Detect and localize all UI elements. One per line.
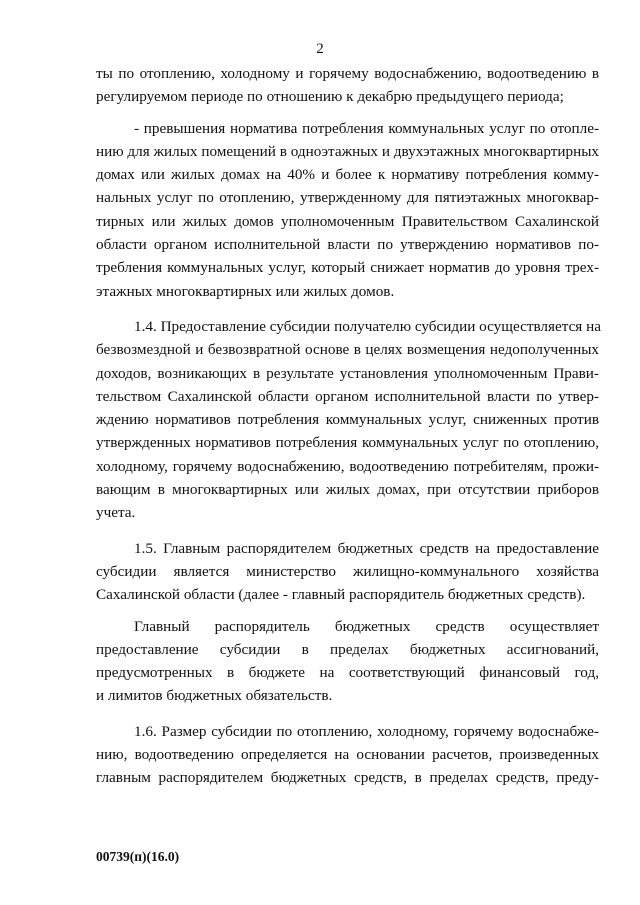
text-line: учета. — [96, 504, 136, 522]
text-line: безвозмездной и безвозвратной основе в целях возмещения недополученных — [96, 341, 599, 359]
text-line: холодному, горячему водоснабжению, водоотведению потребителям, прожи- — [96, 457, 599, 475]
text-line: требления коммунальных услуг, который снижает норматив до уровня трех- — [96, 259, 599, 277]
text-line: 1.4. Предоставление субсидии получателю субсидии осуществляется на — [134, 317, 601, 335]
document-body — [96, 62, 599, 790]
text-line: домах или жилых домах на 40% и более к нормативу потребления комму- — [96, 166, 599, 184]
text-line: тельством Сахалинской области органом исполнительной власти по утвер- — [96, 387, 599, 405]
paragraph — [96, 315, 599, 525]
page-number: 2 — [316, 41, 324, 57]
text-line: - превышения норматива потребления коммунальных услуг по отопле- — [134, 119, 599, 137]
text-line: регулируемом периоде по отношению к декабрю предыдущего периода; — [96, 88, 564, 106]
text-line: вающим в многоквартирных или жилых домах, при отсутствии приборов — [96, 481, 599, 499]
text-line: утвержденных нормативов потребления коммунальных услуг по отоплению, — [96, 434, 599, 452]
text-line: главным распорядителем бюджетных средств, в пределах средств, преду- — [96, 769, 599, 787]
text-line: ждению нормативов потребления коммунальных услуг, сниженных против — [96, 411, 599, 429]
text-line: ты по отоплению, холодному и горячему водоснабжению, водоотведению в — [96, 65, 599, 82]
paragraph — [96, 117, 599, 303]
text-line: нию, водоотведению определяется на основании расчетов, произведенных — [96, 746, 599, 764]
paragraph — [96, 537, 599, 607]
text-line: предоставление субсидии в пределах бюджетных ассигнований, — [96, 640, 599, 658]
text-line: тирных или жилых домов уполномоченным Правительством Сахалинской — [96, 212, 599, 230]
text-line: 1.5. Главным распорядителем бюджетных средств на предоставление — [134, 539, 599, 557]
text-line: нию для жилых помещений в одноэтажных и двухэтажных многоквартирных — [96, 142, 599, 160]
text-line: области органом исполнительной власти по утверждению нормативов по- — [96, 236, 599, 254]
text-line: доходов, возникающих в результате установления уполномоченным Прави- — [96, 364, 599, 382]
text-line: субсидии является министерство жилищно-коммунального хозяйства — [96, 562, 599, 580]
paragraph — [96, 62, 599, 109]
text-line: этажных многоквартирных или жилых домов. — [96, 282, 395, 300]
text-line: нальных услуг по отоплению, утвержденному для пятиэтажных многоквар- — [96, 189, 599, 207]
text-line: 1.6. Размер субсидии по отоплению, холодному, горячему водоснабже- — [134, 722, 599, 740]
text-line: Главный распорядитель бюджетных средств осуществляет — [134, 617, 599, 635]
text-line: Сахалинской области (далее - главный распорядитель бюджетных средств). — [96, 586, 586, 604]
paragraph — [96, 720, 599, 790]
document-code: 00739(п)(16.0) — [96, 849, 180, 864]
text-line: предусмотренных в бюджете на соответствующий финансовый год, — [96, 664, 599, 682]
text-line: и лимитов бюджетных обязательств. — [96, 687, 333, 705]
paragraph — [96, 615, 599, 708]
